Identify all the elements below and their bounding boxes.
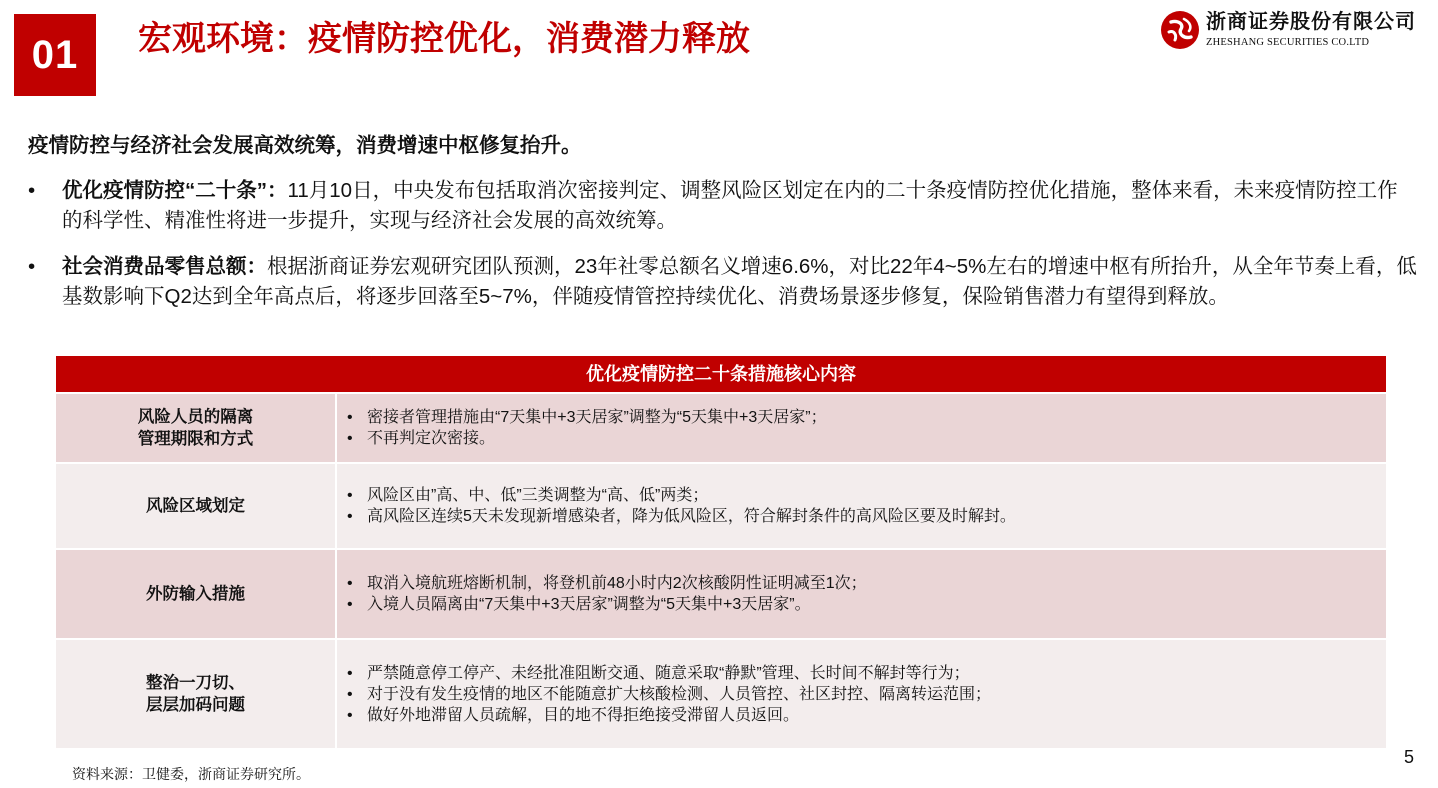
page-number: 5 — [1404, 747, 1415, 767]
row-category — [56, 550, 337, 638]
row-category — [56, 394, 337, 462]
row-details — [337, 550, 1386, 638]
category-line: 管理期限和方式 — [137, 430, 254, 448]
detail-item — [347, 428, 1386, 449]
category-line: 外防输入措施 — [146, 585, 245, 603]
table-row — [56, 462, 1386, 548]
measures-table — [56, 356, 1386, 748]
logo-chinese-name: 浙商证券股份有限公司 — [1206, 11, 1416, 33]
category-line: 风险人员的隔离 — [137, 408, 254, 426]
detail-text: 严禁随意停工停产、未经批准阻断交通、随意采取“静默”管理、长时间不解封等行为； — [367, 664, 970, 682]
item-marker: • — [347, 430, 353, 447]
detail-text: 取消入境航班熔断机制，将登机前48小时内2次核酸阴性证明减至1次； — [367, 575, 867, 592]
detail-text: 对于没有发生疫情的地区不能随意扩大核酸检测、人员管控、社区封控、隔离转运范围； — [367, 685, 992, 703]
detail-item — [347, 684, 1386, 705]
detail-item — [347, 485, 1386, 506]
bullet-body: 11月10日，中央发布包括取消次密接判定、调整风险区划定在内的二十条疫情防控优化措施，整体来看，未来疫情防控工作的科学性、精准性将进一步提升，实现与经济社会发展的高效统筹。 — [62, 179, 1398, 232]
source-note: 资料来源：卫健委，浙商证券研究所。 — [72, 766, 310, 782]
category-line: 层层加码问题 — [146, 696, 245, 714]
bullet-marker: • — [28, 179, 36, 202]
row-category — [56, 640, 337, 748]
category-line: 风险区域划定 — [146, 497, 245, 515]
bullet-text — [62, 252, 1418, 312]
detail-text: 高风险区连续5天未发现新增感染者，降为低风险区，符合解封条件的高风险区要及时解封。 — [367, 508, 1016, 525]
row-details — [337, 640, 1386, 748]
zheshang-logo-icon — [1160, 10, 1200, 50]
detail-item — [347, 573, 1386, 594]
company-logo — [1160, 8, 1422, 54]
bullet-text — [62, 176, 1418, 236]
lead-statement: 疫情防控与经济社会发展高效统筹，消费增速中枢修复抬升。 — [28, 134, 582, 157]
section-number-badge: 01 — [14, 14, 96, 96]
detail-item — [347, 407, 1386, 428]
table-row — [56, 392, 1386, 462]
category-line: 整治一刀切、 — [146, 674, 245, 692]
detail-text: 风险区由”高、中、低”三类调整为“高、低”两类； — [367, 487, 709, 504]
detail-item — [347, 663, 1386, 684]
row-details — [337, 394, 1386, 462]
bullet-label: 社会消费品零售总额： — [62, 255, 267, 278]
bullet-label: 优化疫情防控“二十条”： — [62, 179, 288, 202]
detail-text: 密接者管理措施由“7天集中+3天居家”调整为“5天集中+3天居家”； — [367, 409, 827, 426]
page-title: 宏观环境：疫情防控优化，消费潜力释放 — [138, 20, 750, 58]
table-row — [56, 548, 1386, 638]
item-marker: • — [347, 685, 353, 703]
detail-item — [347, 705, 1386, 726]
item-marker: • — [347, 706, 353, 724]
bullet-body: 根据浙商证券宏观研究团队预测，23年社零总额名义增速6.6%，对比22年4~5%左右的增速中枢有所抬升，从全年节奏上看，低基数影响下Q2达到全年高点后，将逐步回落至5~7%，伴随疫情管控持续优化、消费场景逐步修复，保险销售潜力有望得到释放。 — [62, 255, 1417, 308]
detail-text: 不再判定次密接。 — [367, 430, 496, 447]
item-marker: • — [347, 487, 353, 504]
item-marker: • — [347, 409, 353, 426]
item-marker: • — [347, 596, 353, 613]
detail-item — [347, 506, 1386, 527]
detail-text: 入境人员隔离由“7天集中+3天居家”调整为“5天集中+3天居家”。 — [367, 596, 811, 613]
detail-text: 做好外地滞留人员疏解，目的地不得拒绝接受滞留人员返回。 — [367, 706, 800, 724]
item-marker: • — [347, 664, 353, 682]
item-marker: • — [347, 508, 353, 525]
row-category — [56, 464, 337, 548]
table-title: 优化疫情防控二十条措施核心内容 — [56, 356, 1386, 392]
logo-english-name: ZHESHANG SECURITIES CO.LTD — [1206, 37, 1370, 48]
bullet-marker: • — [28, 255, 36, 278]
item-marker: • — [347, 575, 353, 592]
table-row — [56, 638, 1386, 748]
row-details — [337, 464, 1386, 548]
detail-item — [347, 594, 1386, 615]
